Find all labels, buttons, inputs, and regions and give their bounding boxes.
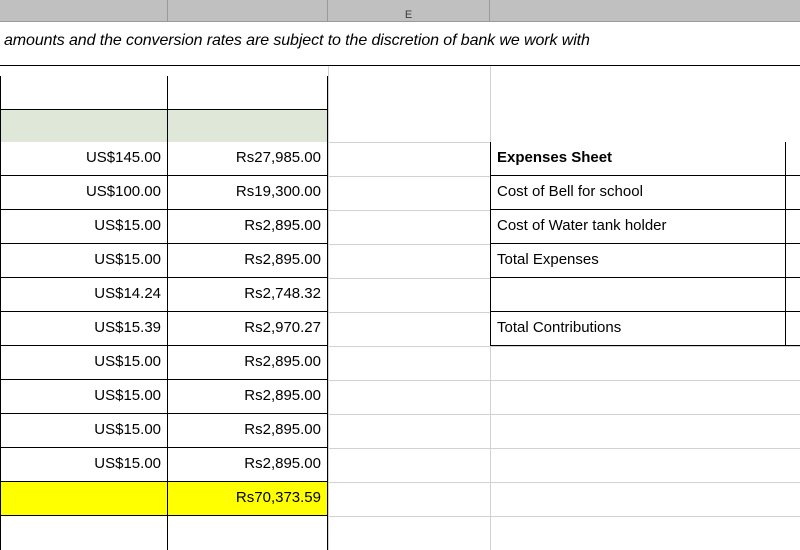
column-header-strip[interactable] <box>0 0 800 22</box>
expenses-row-5[interactable]: Total Contributions <box>490 312 786 346</box>
expenses-row-3[interactable]: Total Expenses <box>490 244 786 278</box>
expenses-row-2[interactable]: Cost of Water tank holder <box>490 210 786 244</box>
cell-b-green[interactable] <box>168 110 328 144</box>
cell-usd-4[interactable]: US$15.00 <box>0 244 168 278</box>
expenses-value-6[interactable] <box>786 312 800 346</box>
expenses-title[interactable]: Expenses Sheet <box>490 142 786 176</box>
cell-rs-1[interactable]: Rs27,985.00 <box>168 142 328 176</box>
expenses-row-4[interactable] <box>490 278 786 312</box>
column-header-e[interactable]: E <box>328 0 490 22</box>
grid-guide-v-1 <box>328 66 329 550</box>
cell-usd-1[interactable]: US$145.00 <box>0 142 168 176</box>
cell-rs-9[interactable]: Rs2,895.00 <box>168 414 328 448</box>
cell-rs-6[interactable]: Rs2,970.27 <box>168 312 328 346</box>
expenses-value-2[interactable] <box>786 176 800 210</box>
cell-usd-3[interactable]: US$15.00 <box>0 210 168 244</box>
cell-usd-total[interactable] <box>0 482 168 516</box>
cell-a-green[interactable] <box>0 110 168 144</box>
cell-rs-8[interactable]: Rs2,895.00 <box>168 380 328 414</box>
note-row[interactable] <box>0 22 800 66</box>
grid-guide-h-9 <box>328 414 800 415</box>
grid-guide-h-11 <box>328 482 800 483</box>
cell-a-empty-1[interactable] <box>0 76 168 110</box>
column-header-f[interactable] <box>490 0 800 22</box>
cell-a-empty-bottom[interactable] <box>0 516 168 550</box>
expenses-row-1[interactable]: Cost of Bell for school <box>490 176 786 210</box>
cell-rs-7[interactable]: Rs2,895.00 <box>168 346 328 380</box>
grid-guide-h-8 <box>328 380 800 381</box>
cell-usd-2[interactable]: US$100.00 <box>0 176 168 210</box>
cell-rs-total[interactable]: Rs70,373.59 <box>168 482 328 516</box>
grid-guide-h-7 <box>328 346 800 347</box>
column-header-a[interactable] <box>0 0 168 22</box>
cell-b-empty-1[interactable] <box>168 76 328 110</box>
cell-usd-7[interactable]: US$15.00 <box>0 346 168 380</box>
expenses-value-1[interactable] <box>786 142 800 176</box>
cell-rs-3[interactable]: Rs2,895.00 <box>168 210 328 244</box>
expenses-value-4[interactable] <box>786 244 800 278</box>
cell-usd-6[interactable]: US$15.39 <box>0 312 168 346</box>
cell-usd-9[interactable]: US$15.00 <box>0 414 168 448</box>
cell-rs-2[interactable]: Rs19,300.00 <box>168 176 328 210</box>
cell-rs-10[interactable]: Rs2,895.00 <box>168 448 328 482</box>
expenses-value-5[interactable] <box>786 278 800 312</box>
cell-rs-5[interactable]: Rs2,748.32 <box>168 278 328 312</box>
grid-guide-h-12 <box>328 516 800 517</box>
column-header-b[interactable] <box>168 0 328 22</box>
expenses-value-3[interactable] <box>786 210 800 244</box>
cell-usd-5[interactable]: US$14.24 <box>0 278 168 312</box>
note-text: amounts and the conversion rates are subject to the discretion of bank we work with <box>4 32 590 49</box>
cell-rs-4[interactable]: Rs2,895.00 <box>168 244 328 278</box>
grid-guide-h-10 <box>328 448 800 449</box>
cell-usd-8[interactable]: US$15.00 <box>0 380 168 414</box>
cell-usd-10[interactable]: US$15.00 <box>0 448 168 482</box>
cell-b-empty-bottom[interactable] <box>168 516 328 550</box>
